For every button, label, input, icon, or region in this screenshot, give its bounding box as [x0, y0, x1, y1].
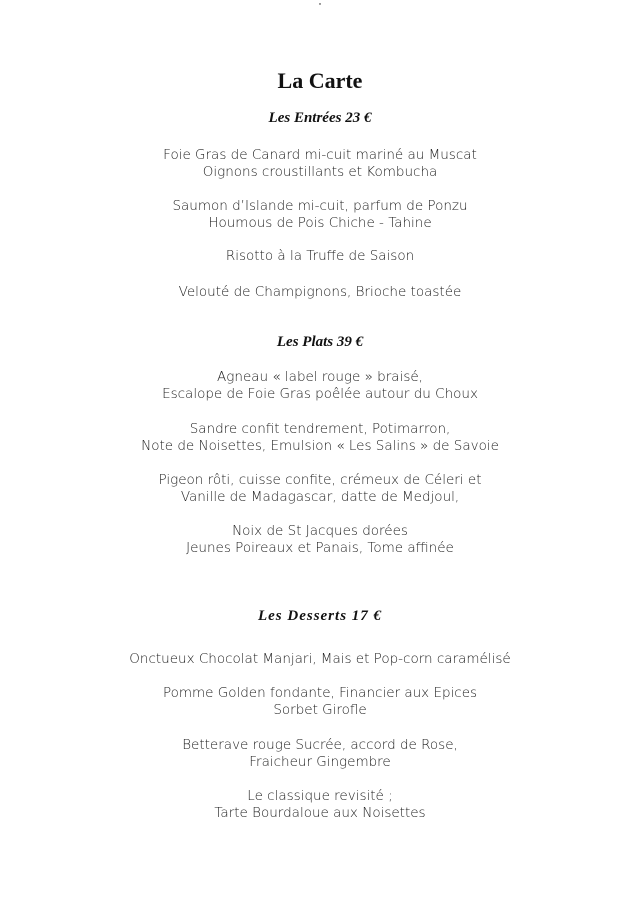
menu-item-line: Sorbet Girofle	[273, 702, 367, 718]
menu-item-line: Velouté de Champignons, Brioche toastée	[178, 284, 462, 300]
menu-item-line: Note de Noisettes, Emulsion « Les Salins » de Savoie	[141, 438, 499, 454]
menu-item-line: Risotto à la Truffe de Saison	[225, 248, 415, 264]
menu-item-line: Pomme Golden fondante, Financier aux Epices	[162, 685, 478, 701]
menu-item-line: Fraicheur Gingembre	[249, 754, 391, 770]
menu-item	[0, 248, 640, 265]
section-heading-plats: Les Plats 39 €	[276, 334, 364, 350]
menu-item-line: Noix de St Jacques dorées	[232, 523, 408, 539]
menu-item-line: Betterave rouge Sucrée, accord de Rose,	[182, 737, 458, 753]
menu-item-line: Tarte Bourdaloue aux Noisettes	[214, 805, 426, 821]
menu-item-line: Agneau « label rouge » braisé,	[217, 369, 423, 385]
menu-item-line: Escalope de Foie Gras poêlée autour du Choux	[162, 386, 478, 402]
section-heading-desserts: Les Desserts 17 €	[257, 608, 383, 624]
menu-item-line: Jeunes Poireaux et Panais, Tome affinée	[186, 540, 454, 556]
menu-item	[0, 421, 640, 455]
top-mark: "	[318, 2, 322, 10]
menu-item-line: Foie Gras de Canard mi-cuit mariné au Muscat	[163, 147, 477, 163]
page-title: La Carte	[277, 68, 363, 93]
menu-item	[0, 788, 640, 822]
menu-item-line: Houmous de Pois Chiche - Tahine	[208, 215, 432, 231]
menu-item-line: Onctueux Chocolat Manjari, Mais et Pop-corn caramélisé	[129, 651, 511, 667]
menu-item	[0, 685, 640, 719]
menu-item	[0, 651, 640, 668]
menu-item-line: Sandre confit tendrement, Potimarron,	[189, 421, 451, 437]
menu-item-line: Vanille de Madagascar, datte de Medjoul,	[180, 489, 460, 505]
menu-item-line: Le classique revisité ;	[247, 788, 393, 804]
menu-item	[0, 284, 640, 301]
section-heading-entrees: Les Entrées 23 €	[268, 110, 372, 126]
menu-item-line: Pigeon rôti, cuisse confite, crémeux de Céleri et	[158, 472, 482, 488]
menu-item	[0, 472, 640, 506]
menu-item-line: Saumon d’Islande mi-cuit, parfum de Ponzu	[172, 198, 468, 214]
menu-item	[0, 198, 640, 232]
menu-item	[0, 523, 640, 557]
menu-item	[0, 147, 640, 181]
menu-item-line: Oignons croustillants et Kombucha	[202, 164, 438, 180]
menu-item	[0, 737, 640, 771]
menu-item	[0, 369, 640, 403]
